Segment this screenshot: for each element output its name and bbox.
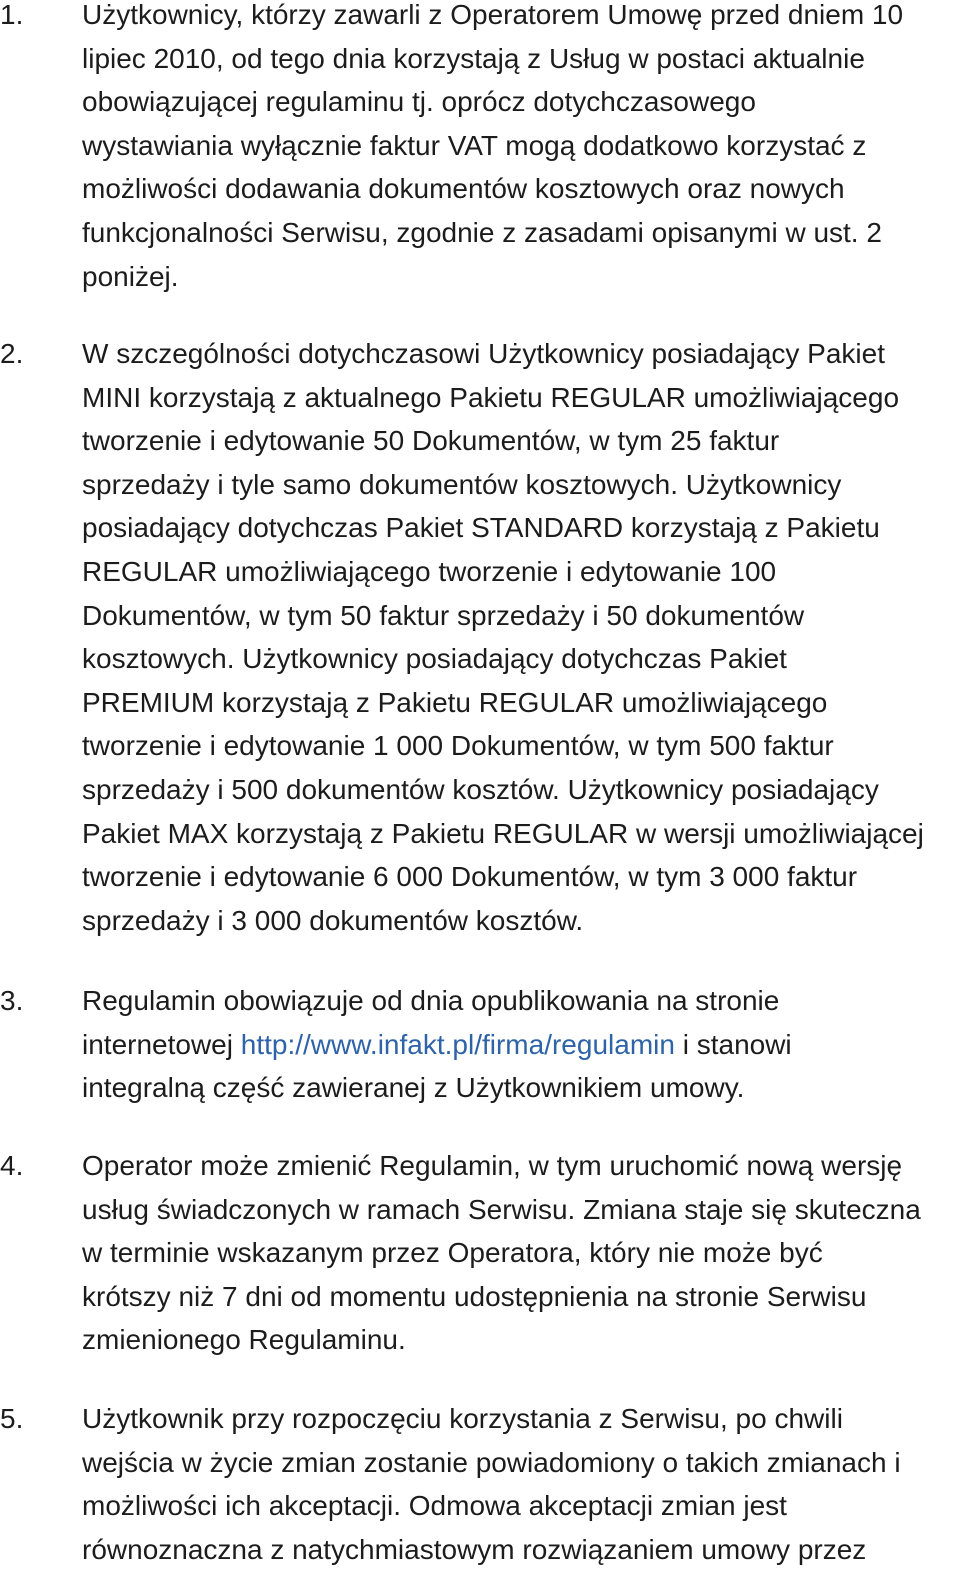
item-number: 1.	[0, 0, 24, 30]
regulations-link[interactable]: http://www.infakt.pl/firma/regulamin	[240, 1028, 675, 1060]
item-number: 2.	[0, 338, 24, 369]
text-line: Dokumentów, w tym 50 faktur sprzedaży i 50 dokumentów	[82, 599, 805, 631]
text-line: obowiązującej regulaminu tj. oprócz dotychczasowego	[82, 86, 756, 118]
text-line: integralną część zawieranej z Użytkownikiem umowy.	[82, 1072, 745, 1104]
text-line: Regulamin obowiązuje od dnia opublikowania na stronie	[82, 985, 780, 1016]
text-line: W szczególności dotychczasowi Użytkownicy posiadający Pakiet	[82, 338, 885, 369]
text-line: zmienionego Regulaminu.	[82, 1324, 406, 1356]
item-number: 5.	[0, 1403, 24, 1434]
text-line: MINI korzystają z aktualnego Pakietu REGULAR umożliwiającego	[82, 381, 900, 413]
text-line: tworzenie i edytowanie 6 000 Dokumentów, w tym 3 000 faktur	[82, 861, 858, 893]
item-text	[82, 0, 954, 298]
text-line: Operator może zmienić Regulamin, w tym uruchomić nową wersję	[82, 1150, 903, 1181]
text-line: wystawiania wyłącznie faktur VAT mogą dodatkowo korzystać z	[82, 129, 867, 161]
text-line: równoznaczna z natychmiastowym rozwiązaniem umowy przez	[82, 1533, 867, 1565]
item-text	[82, 1397, 954, 1571]
item-text	[82, 332, 954, 942]
text-line: Użytkownik przy rozpoczęciu korzystania z Serwisu, po chwili	[82, 1403, 843, 1434]
text-line: możliwości dodawania dokumentów kosztowych oraz nowych	[82, 173, 845, 205]
text-line: posiadający dotychczas Pakiet STANDARD korzystają z Pakietu	[82, 512, 880, 544]
item-text	[82, 979, 954, 1110]
text-line: Użytkownicy, którzy zawarli z Operatorem Umowę przed dniem 10	[82, 0, 904, 30]
text-line: poniżej.	[82, 260, 179, 292]
text-line: w terminie wskazanym przez Operatora, który nie może być	[82, 1237, 823, 1269]
item-number: 3.	[0, 985, 24, 1016]
text-line: wejścia w życie zmian zostanie powiadomiony o takich zmianach i	[82, 1446, 901, 1478]
text-line: usług świadczonych w ramach Serwisu. Zmiana staje się skuteczna	[82, 1193, 921, 1225]
text-line: sprzedaży i 3 000 dokumentów kosztów.	[82, 904, 584, 936]
text-line-with-link	[82, 1023, 954, 1067]
text-line: tworzenie i edytowanie 50 Dokumentów, w tym 25 faktur	[82, 425, 780, 457]
text-line: PREMIUM korzystają z Pakietu REGULAR umożliwiającego	[82, 686, 828, 718]
text-line: lipiec 2010, od tego dnia korzystają z Usług w postaci aktualnie	[82, 42, 865, 74]
item-text	[82, 1144, 954, 1362]
text-line: kosztowych. Użytkownicy posiadający dotychczas Pakiet	[82, 643, 787, 675]
text-line: Pakiet MAX korzystają z Pakietu REGULAR w wersji umożliwiającej	[82, 817, 924, 849]
text-segment: internetowej	[82, 1028, 241, 1060]
text-line: sprzedaży i tyle samo dokumentów kosztowych. Użytkownicy	[82, 468, 842, 500]
text-segment: i stanowi	[674, 1028, 792, 1060]
text-line: sprzedaży i 500 dokumentów kosztów. Użytkownicy posiadający	[82, 773, 879, 805]
text-line: możliwości ich akceptacji. Odmowa akceptacji zmian jest	[82, 1490, 787, 1522]
item-number: 4.	[0, 1150, 24, 1181]
text-line: REGULAR umożliwiającego tworzenie i edytowanie 100	[82, 555, 777, 587]
text-line: funkcjonalności Serwisu, zgodnie z zasadami opisanymi w ust. 2	[82, 216, 882, 248]
text-line: tworzenie i edytowanie 1 000 Dokumentów, w tym 500 faktur	[82, 730, 834, 762]
text-line: krótszy niż 7 dni od momentu udostępnienia na stronie Serwisu	[82, 1280, 867, 1312]
